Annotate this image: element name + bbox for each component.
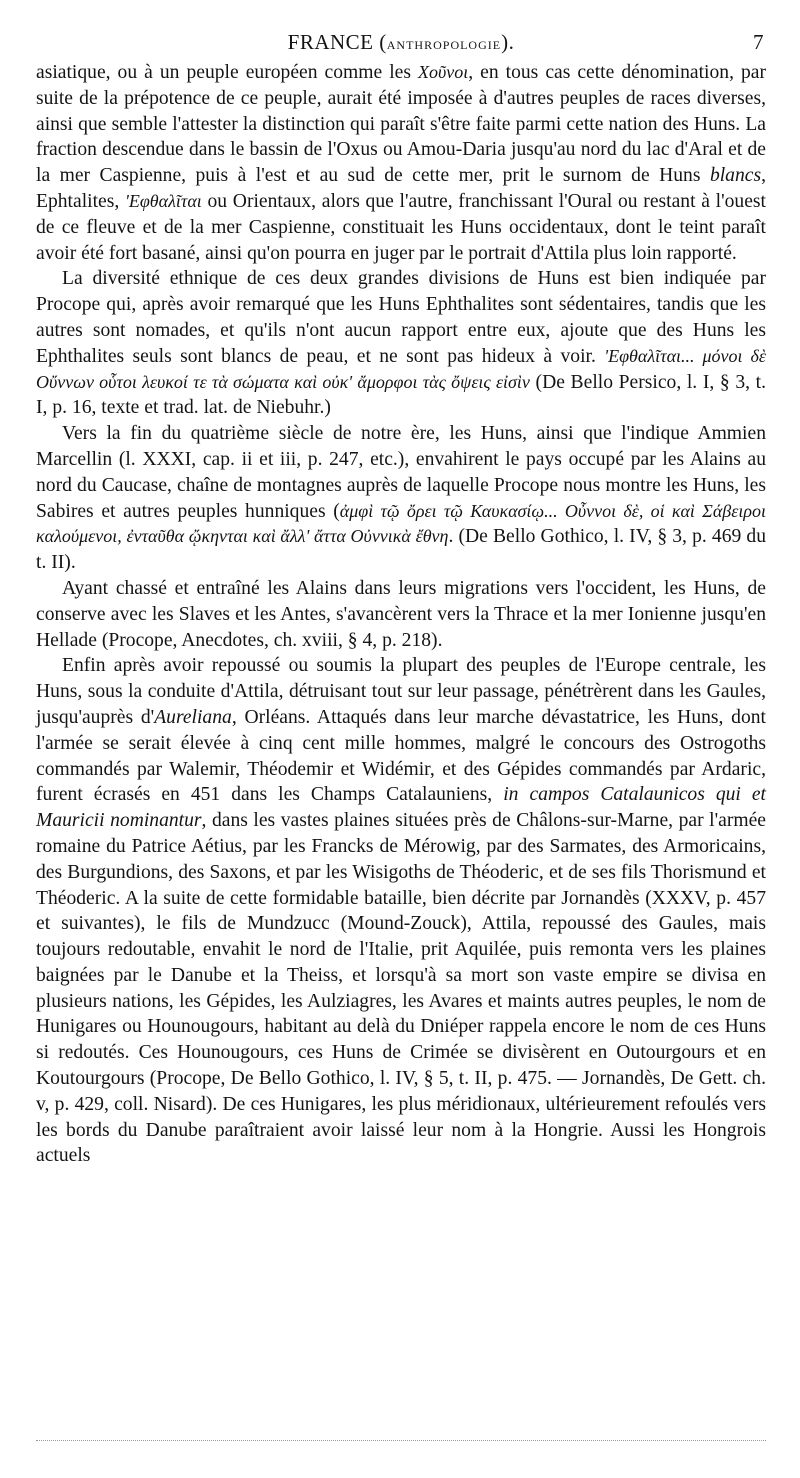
running-title-close: ).: [501, 30, 515, 54]
paragraph-text: Ayant chassé et entraîné les Alains dans leurs migrations vers l'occident, les Huns, de conserve avec les Slaves et les Antes, s'avancèrent vers la Thrace et la mer Ionienne jusqu'en Hellade (Procope, Anecdotes, ch. xviii, § 4, p. 218).: [36, 577, 766, 651]
paragraph-text: , Ephtalites,: [36, 165, 766, 212]
paragraph-text: La diversité ethnique de ces deux grandes divisions de Huns est bien indiquée par Procope qui, après avoir remarqué que les Huns Ephthalites sont sédentaires, tandis que les autres sont nomades, et qu'ils n'ont aucun rapport entre eux, ajoute que des Huns les Ephthalites seuls sont blancs de peau, et ne sont pas hideux à voir.: [36, 268, 766, 367]
paragraph-text: . (De Bello Gothico, l. IV, § 3, p. 469 du t. II).: [36, 526, 766, 574]
italic-text: Aureliana: [154, 706, 232, 728]
paragraph-p1: [36, 60, 766, 266]
footer-rule: [36, 1440, 766, 1441]
greek-quotation: ἀμφὶ τῷ ὄρει τῷ Καυκασίῳ... Οὖννοι δὲ, οἱ καὶ Σάβειροι καλούμενοι, ἐνταῦθα ᾤκηνται καὶ ἄλλ' ἄττα Οὐννικὰ ἔθνη: [36, 500, 767, 547]
running-head: [36, 30, 766, 60]
greek-quotation: 'Εφθαλῖται: [124, 190, 202, 211]
paragraph-text: Vers la fin du quatrième siècle de notre ère, les Huns, ainsi que l'indique Ammien Marcellin (l. XXXI, cap. ii et iii, p. 247, etc.), envahirent le pays occupé par les Alains au nord du Caucase, chaîne de montagnes auprès de laquelle Procope nous montre les Huns, les Sabires et autres peuples hunniques (: [36, 423, 766, 522]
italic-text: in campos Catalaunicos qui et Mauricii nominantur: [36, 784, 766, 832]
running-title-subject: anthropologie: [386, 34, 502, 53]
paragraph-p4: [36, 576, 766, 653]
paragraph-p2: [36, 266, 766, 421]
page-number: 7: [753, 30, 764, 54]
paragraph-text: (De Bello Persico, l. I, § 3, t. I, p. 16, texte et trad. lat. de Niebuhr.): [36, 371, 766, 419]
body-text: [36, 60, 766, 1169]
running-title-main: FRANCE (: [287, 30, 387, 54]
paragraph-text: asiatique, ou à un peuple européen comme les: [36, 62, 418, 83]
paragraph-text: , dans les vastes plaines situées près de Châlons-sur-Marne, par l'armée romaine du Patrice Aétius, par les Francks de Mérowig, par des Sarmates, des Armoricains, des Burgundions, des Saxons, et par les Wisigoths de Théoderic, et de ses fils Thorismund et Théoderic. A la suite de cette formidable bataille, bien décrite par Jornandès (XXXV, p. 457 et suivantes), le fils de Mundzucc (Mound-Zouck), Attila, repoussé des Gaules, mais toujours redoutable, envahit le nord de l'Italie, prit Aquilée, puis remonta vers les plaines baignées par le Danube et la Theiss, et lorsqu'à sa mort son vaste empire se divisa en plusieurs nations, les Gépides, les Aulziagres, les Avares et maints autres peuples, le nom de Hunigares ou Hounougours, habitant au delà du Dniéper rappela encore le nom de ces Huns si redoutés. Ces Hounougours, ces Huns de Crimée se divisèrent en Outourgours et en Koutourgours (Procope, De Bello Gothico, l. IV, § 5, t. II, p. 475. — Jornandès, De Gett. ch. v, p. 429, coll. Nisard). De ces Hunigares, les plus méridionaux, ultérieurement refoulés vers les bords du Danube paraîtraient avoir laissé leur nom à la Hongrie. Aussi les Hongrois actuels: [36, 810, 766, 1167]
italic-text: blancs: [709, 165, 762, 187]
paragraph-p5: [36, 653, 766, 1169]
paragraph-text: Enfin après avoir repoussé ou soumis la plupart des peuples de l'Europe centrale, les Huns, sous la conduite d'Attila, détruisant tout sur leur passage, pénétrèrent dans les Gaules, jusqu'auprès d': [36, 655, 766, 728]
paragraph-p3: [36, 421, 766, 576]
greek-quotation: 'Εφθαλῖται... μόνοι δὲ Οὔννων οὗτοι λευκοί τε τὰ σώματα καὶ οὐκ' ἄμορφοι τὰς ὄψεις εἰσὶν: [36, 345, 766, 392]
paragraph-text: , Orléans. Attaqués dans leur marche dévastatrice, les Huns, dont l'armée se serait élevée à cinq cent mille hommes, malgré le concours des Ostrogoths commandés par Walemir, Théodemir et Widémir, et des Gépides commandés par Ardaric, furent écrasés en 451 dans les Champs Catalauniens,: [36, 706, 766, 806]
greek-quotation: Χοῦνοι: [417, 62, 469, 82]
paragraph-text: , en tous cas cette dénomination, par suite de la prépotence de ce peuple, aurait été imposée à d'autres peuples de races diverses, ainsi que semble l'attester la distinction qui paraît s'être faite parmi cette nation des Huns. La fraction descendue dans le bassin de l'Oxus ou Amou-Daria jusqu'au nord du lac d'Aral et de la mer Caspienne, puis à l'est et au sud de cette mer, prit le surnom de Huns: [36, 62, 767, 187]
paragraph-text: ou Orientaux, alors que l'autre, franchissant l'Oural ou restant à l'ouest de ce fleuve et de la mer Caspienne, constituait les Huns occidentaux, dont le teint paraît avoir été fort basané, ainsi qu'on pourra en juger par le portrait d'Attila plus loin rapporté.: [36, 190, 766, 264]
running-title: [36, 30, 766, 55]
